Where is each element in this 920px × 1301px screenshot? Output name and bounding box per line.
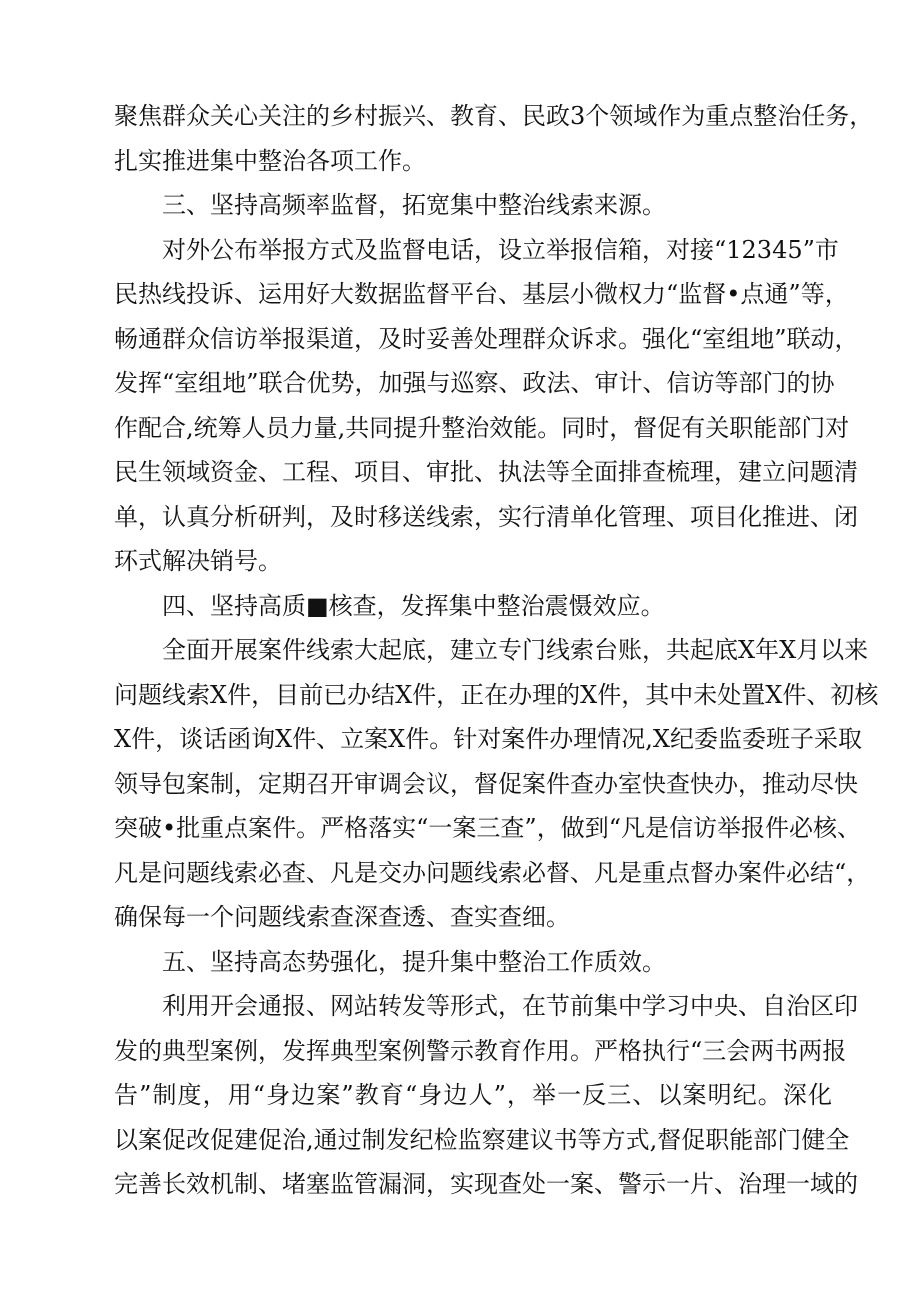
paragraph-line: X件，谈话函询X件、立案X件。针对案件办理情况,X纪委监委班子采取 (114, 725, 862, 753)
paragraph-line: 单，认真分析研判，及时移送线索，实行清单化管理、项目化推进、闭 (114, 502, 858, 531)
paragraph-line: 凡是问题线索必查、凡是交办问题线索必督、凡是重点督办案件必结“， (114, 858, 871, 887)
paragraph-line: 突破•批重点案件。严格落实“一案三查”，做到“凡是信访举报件必核、 (114, 814, 861, 842)
paragraph-line: 民热线投诉、运用好大数据监督平台、基层小微权力“监督•点通”等， (114, 280, 849, 308)
paragraph-line: 畅通群众信访举报渠道，及时妥善处理群众诉求。强化“室组地”联动， (114, 324, 859, 353)
paragraph-line: 问题线索X件，目前已办结X件，正在办理的X件，其中未处置X件、初核 (114, 680, 879, 709)
paragraph-line: 作配合,统筹人员力量,共同提升整治效能。同时，督促有关职能部门对 (114, 413, 850, 442)
paragraph-line: 以案促改促建促治,通过制发纪检监察建议书等方式,督促职能部门健全 (114, 1125, 850, 1154)
paragraph-line: 全面开展案件线索大起底，建立专门线索台账，共起底X年X月以来 (162, 636, 869, 664)
paragraph-line: 发的典型案例，发挥典型案例警示教育作用。严格执行“三会两书两报 (114, 1036, 847, 1065)
document-page (114, 94, 879, 1207)
paragraph-line: 发挥“室组地”联合优势，加强与巡察、政法、审计、信访等部门的协 (114, 369, 835, 397)
paragraph-line: 民生领域资金、工程、项目、审批、执法等全面排查梳理，建立问题清 (114, 458, 858, 486)
paragraph-line: 利用开会通报、网站转发等形式，在节前集中学习中央、自治区印 (162, 992, 858, 1020)
section-heading: 三、坚持高频率监督，拓宽集中整治线索来源。 (162, 191, 666, 219)
paragraph-line: 告”制度，用“身边案”教育“身边人”，举一反三、以案明纪。深化 (114, 1081, 832, 1109)
paragraph-line: 对外公布举报方式及监督电话，设立举报信箱，对接“12345”市 (162, 235, 839, 264)
paragraph-line: 扎实推进集中整治各项工作。 (114, 146, 426, 175)
paragraph-line: 聚焦群众关心关注的乡村振兴、教育、民政3个领域作为重点整治任务， (114, 102, 874, 130)
paragraph-line: 环式解决销号。 (114, 547, 282, 575)
paragraph-line: 领导包案制，定期召开审调会议，督促案件查办室快查快办，推动尽快 (114, 769, 858, 798)
paragraph-line: 完善长效机制、堵塞监管漏洞，实现查处一案、警示一片、治理一域的 (114, 1170, 858, 1198)
section-heading: 五、坚持高态势强化，提升集中整治工作质效。 (162, 947, 666, 976)
paragraph-line: 确保每一个问题线索查深查透、查实查细。 (114, 903, 570, 931)
section-heading: 四、坚持高质■核查，发挥集中整治震慑效应。 (162, 591, 665, 620)
